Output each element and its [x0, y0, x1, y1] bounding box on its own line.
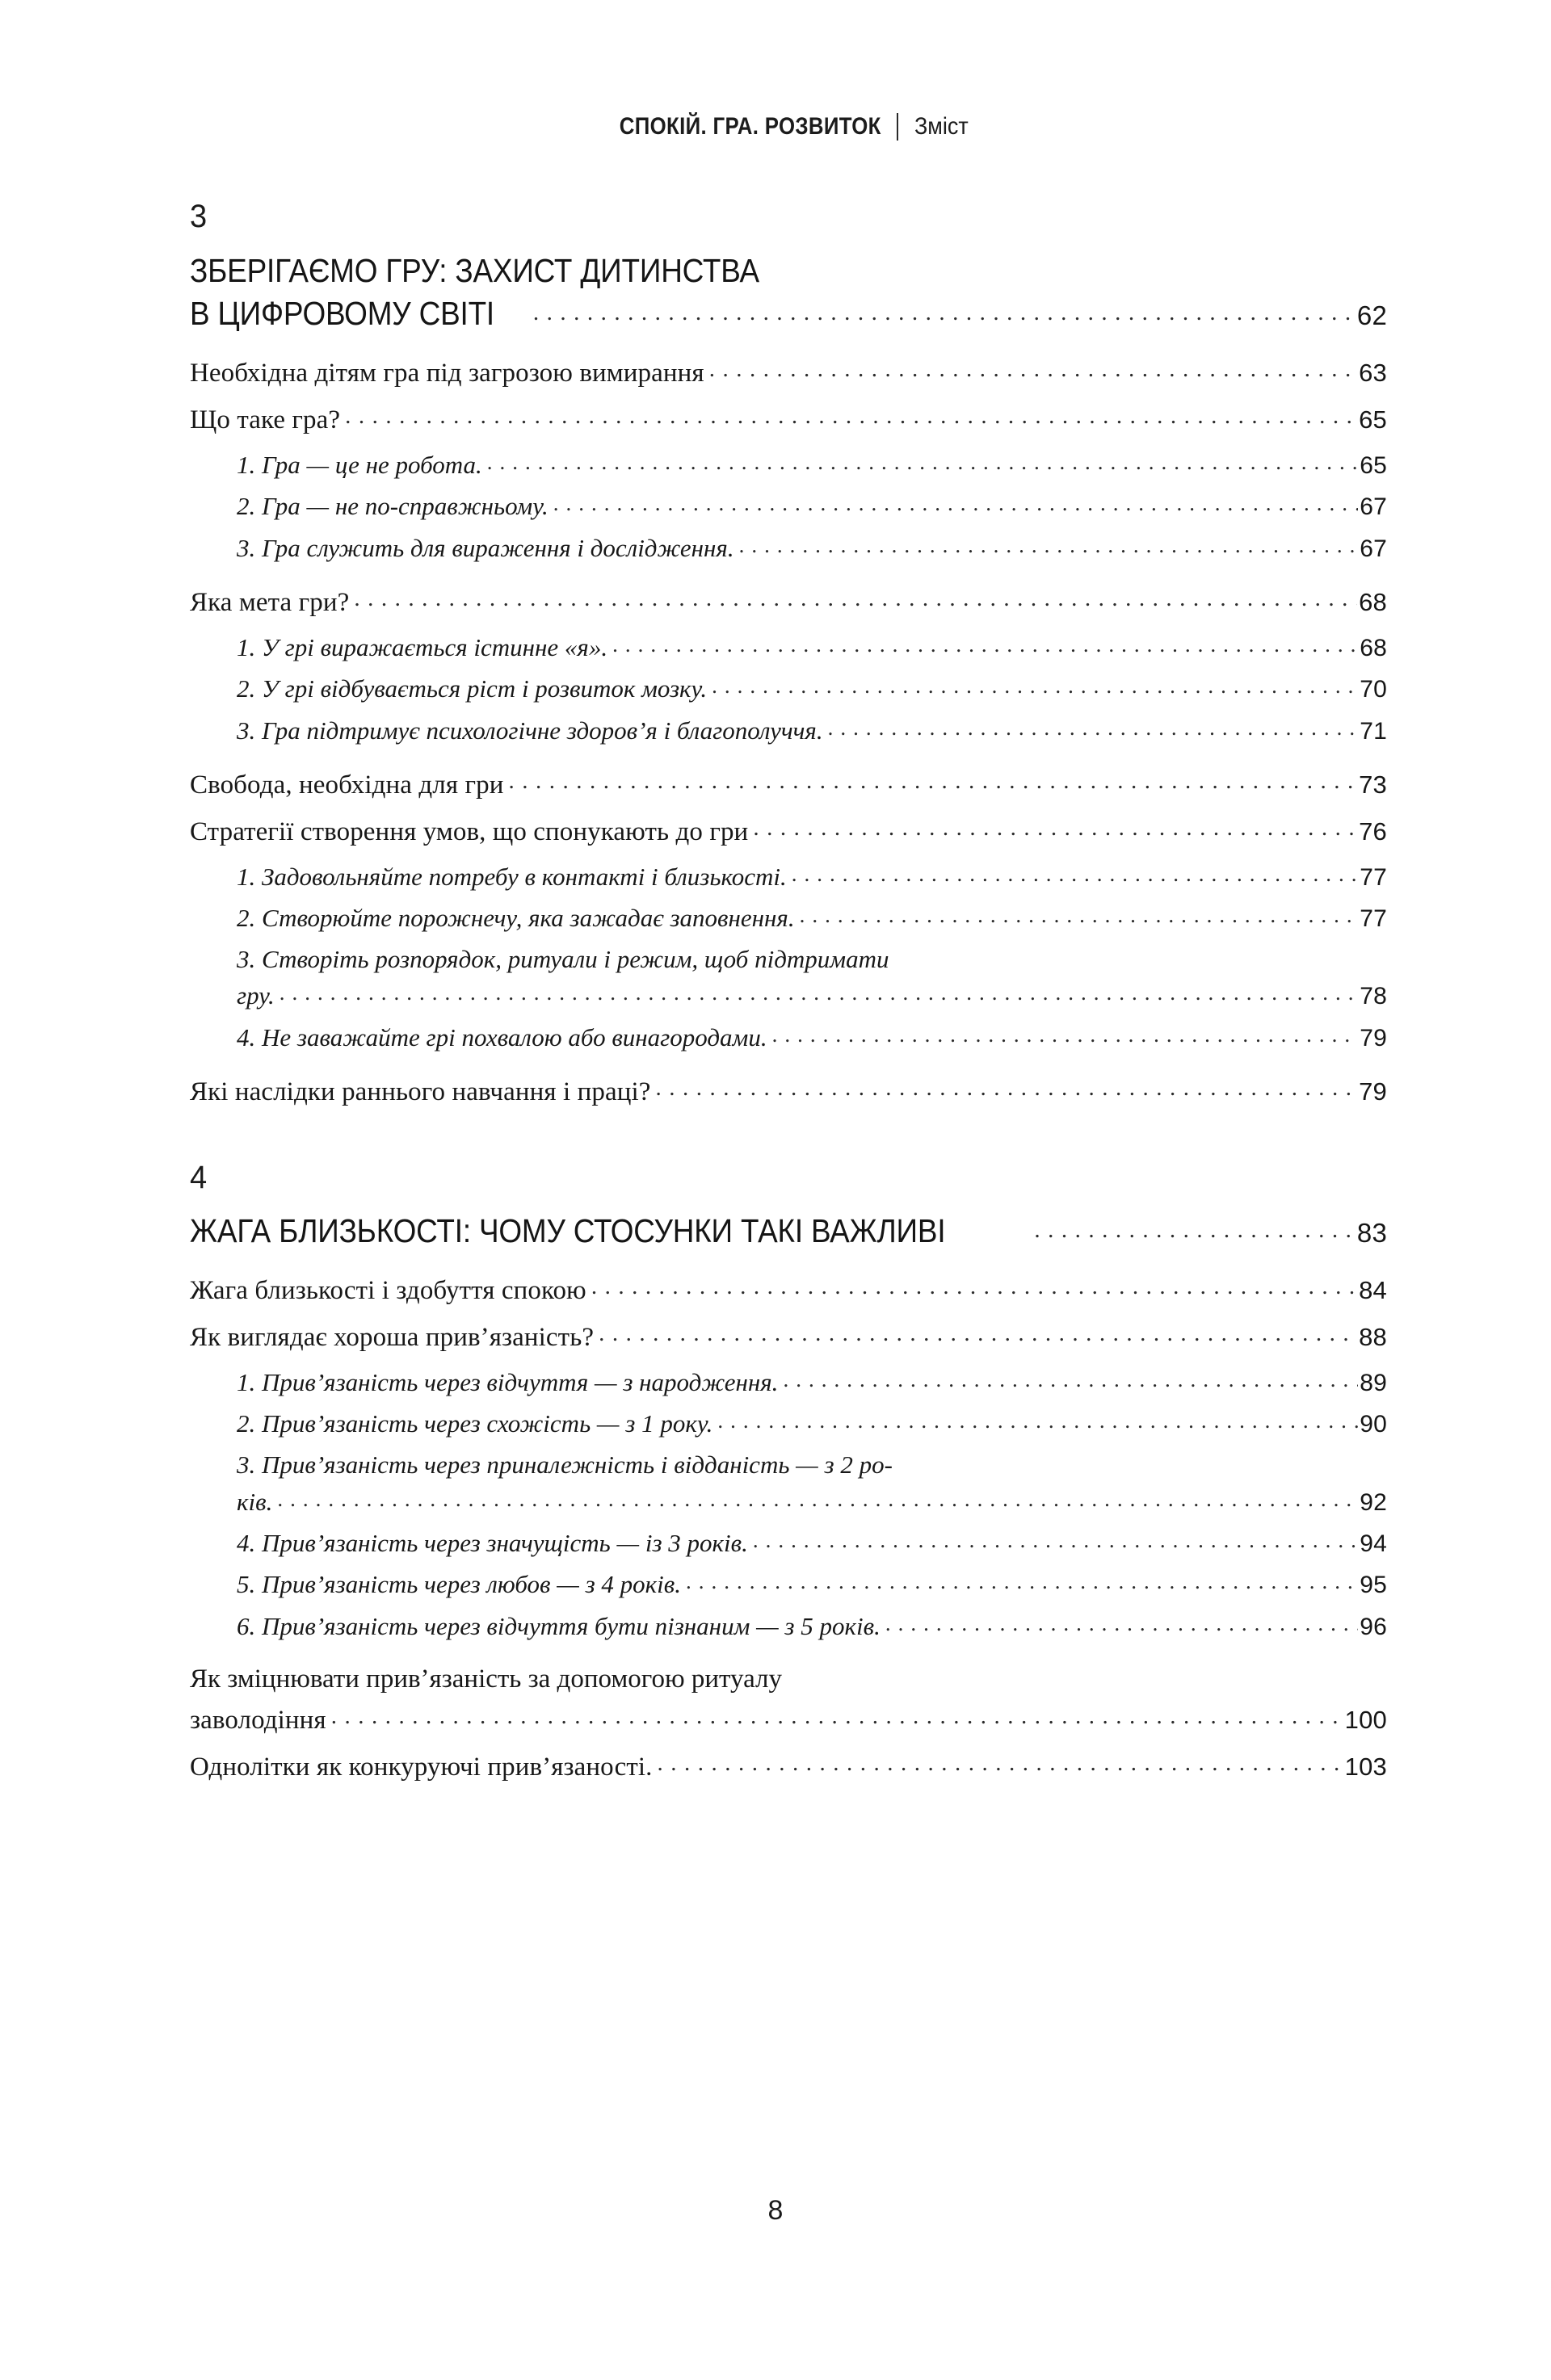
toc-entry-label: заволодіння: [190, 1706, 326, 1735]
toc-page-number: 90: [1360, 1411, 1387, 1438]
toc-entry-label: 2. Прив’язаність через схожість — з 1 року.: [237, 1409, 713, 1438]
toc-page-number: 79: [1360, 1024, 1387, 1051]
toc-dot-leader: [717, 1407, 1358, 1432]
toc-page-number: 78: [1360, 983, 1387, 1010]
spacer: [190, 1062, 1387, 1073]
toc-dot-leader: [1034, 1229, 1356, 1242]
toc-entry-label: 3. Гра служить для вираження і дослідження.: [237, 533, 734, 562]
toc-entry-label: 4. Не заважайте грі похвалою або винагородами.: [237, 1022, 767, 1051]
toc-page-number: 95: [1360, 1572, 1387, 1599]
toc-page-number: 96: [1360, 1613, 1387, 1640]
toc-entry-level-1[interactable]: [190, 401, 1387, 438]
toc-page-number: 70: [1360, 676, 1387, 703]
toc-leader-row: [190, 355, 1387, 391]
toc-page-number: 73: [1359, 770, 1387, 800]
toc-leader-row: [190, 1073, 1387, 1110]
toc-page-number: 84: [1359, 1276, 1387, 1305]
toc-page-number: 83: [1356, 1218, 1387, 1249]
toc-entry-level-1[interactable]: [190, 1319, 1387, 1355]
running-header: [0, 113, 1551, 141]
toc-dot-leader: [828, 714, 1359, 739]
toc-entry-level-1[interactable]: [190, 813, 1387, 850]
toc-dot-leader: [712, 672, 1358, 697]
running-header-separator: [897, 113, 898, 141]
toc-entry-level-2[interactable]: [237, 1407, 1387, 1440]
toc-dot-leader: [612, 631, 1358, 656]
toc-leader-row: [237, 489, 1387, 523]
toc-entry-level-2[interactable]: [237, 901, 1387, 934]
toc-leader-row: [190, 1272, 1387, 1308]
toc-dot-leader: [354, 584, 1357, 611]
toc-page-number: 88: [1359, 1323, 1387, 1352]
toc-entry-level-1[interactable]: [190, 1748, 1387, 1785]
chapter-number: 3: [190, 199, 208, 234]
toc-entry-level-2[interactable]: [237, 672, 1387, 705]
toc-entry-label: 5. Прив’язаність через любов — з 4 років.: [237, 1570, 681, 1599]
toc-dot-leader: [739, 531, 1359, 556]
toc-leader-row: [190, 1748, 1387, 1785]
toc-page-number: 67: [1360, 493, 1387, 521]
toc-entry-label-line-1: Як зміцнювати прив’язаність за допомогою ритуалу: [190, 1664, 782, 1694]
toc-dot-leader: [277, 1485, 1358, 1510]
chapter-title-line-2: В ЦИФРОВОМУ СВІТІ: [190, 295, 495, 333]
toc-page-number: 89: [1360, 1370, 1387, 1397]
toc-page-number: 62: [1356, 300, 1387, 331]
toc-leader-row: [190, 766, 1387, 803]
toc-dot-leader: [772, 1021, 1359, 1046]
toc-entry-label: Які наслідки раннього навчання і праці?: [190, 1077, 651, 1107]
toc-entry-level-2[interactable]: [237, 531, 1387, 565]
running-header-inner: [577, 113, 975, 141]
toc-entry-level-1[interactable]: [190, 355, 1387, 391]
toc-dot-leader: [345, 401, 1357, 428]
toc-entry-label: 1. У грі виражається істинне «я».: [237, 633, 608, 662]
toc-dot-leader: [533, 312, 1356, 325]
toc-page-number: 76: [1359, 817, 1387, 846]
toc-page-number: 68: [1359, 588, 1387, 617]
toc-page-number: 77: [1360, 905, 1387, 933]
toc-entry-label: 1. Прив’язаність через відчуття — з народження.: [237, 1368, 779, 1397]
toc-dot-leader: [783, 1366, 1358, 1391]
toc-entry-label: 2. Створюйте порожнечу, яка зажадає заповнення.: [237, 904, 795, 933]
toc-leader-row: [190, 401, 1387, 438]
toc-entry-label: 6. Прив’язаність через відчуття бути пізнаним — з 5 років.: [237, 1611, 881, 1640]
chapter-title-line-2: ЖАГА БЛИЗЬКОСТІ: ЧОМУ СТОСУНКИ ТАКІ ВАЖЛИВІ: [190, 1212, 946, 1250]
toc-leader-row: [190, 1319, 1387, 1355]
spacer: [190, 1651, 1387, 1662]
toc-entry-level-1[interactable]: [190, 1662, 1387, 1738]
toc-leader-row: [237, 1568, 1387, 1601]
toc-dot-leader: [753, 813, 1357, 840]
toc-leader-row: [237, 979, 1387, 1012]
toc-entry-level-1[interactable]: [190, 1272, 1387, 1308]
spacer: [190, 573, 1387, 584]
toc-entry-label: Свобода, необхідна для гри: [190, 770, 504, 800]
running-header-book-title: СПОКІЙ. ГРА. РОЗВИТОК: [619, 113, 881, 140]
toc-page-number: 79: [1359, 1077, 1387, 1106]
toc-page-number: 103: [1344, 1752, 1387, 1781]
toc-entry-level-2[interactable]: [237, 943, 1387, 1013]
toc-entry-level-2[interactable]: [237, 714, 1387, 747]
toc-entry-label: ків.: [237, 1487, 273, 1516]
toc-dot-leader: [885, 1610, 1358, 1635]
toc-dot-leader: [792, 860, 1358, 885]
toc-leader-row: [190, 813, 1387, 850]
toc-entry-level-2[interactable]: [237, 1610, 1387, 1643]
toc-entry-level-2[interactable]: [237, 1449, 1387, 1518]
toc-entry-label: 4. Прив’язаність через значущість — із 3 років.: [237, 1528, 748, 1557]
toc-leader-row: [190, 1702, 1387, 1738]
toc-dot-leader: [753, 1526, 1358, 1551]
toc-entry-level-1[interactable]: [190, 766, 1387, 803]
toc-page-number: 100: [1344, 1706, 1387, 1734]
toc-entry-label-line-1: 3. Прив’язаність через приналежність і відданість — з 2 ро-: [237, 1450, 893, 1479]
toc-page-number: 71: [1360, 717, 1387, 745]
toc-entry-level-1[interactable]: [190, 584, 1387, 620]
toc-entry-level-2[interactable]: [237, 448, 1387, 481]
toc-dot-leader: [331, 1702, 1343, 1728]
toc-entry-level-2[interactable]: [237, 1526, 1387, 1559]
toc-leader-row: [237, 860, 1387, 893]
toc-dot-leader: [487, 448, 1358, 473]
toc-leader-row: [237, 901, 1387, 934]
toc-leader-row: [237, 1526, 1387, 1559]
toc-leader-row: [190, 584, 1387, 620]
toc-page-number: 94: [1360, 1530, 1387, 1557]
running-header-section: Зміст: [914, 113, 969, 140]
toc-page-number: 68: [1360, 635, 1387, 662]
toc-dot-leader: [599, 1319, 1357, 1345]
toc-dot-leader: [709, 355, 1357, 381]
toc-page-number: 63: [1359, 359, 1387, 388]
toc-entry-label: 2. Гра — не по-справжньому.: [237, 492, 549, 521]
toc-entry-level-2[interactable]: [237, 1021, 1387, 1054]
toc-entry-label: Як виглядає хороша прив’язаність?: [190, 1323, 595, 1353]
toc-leader-row: [237, 1610, 1387, 1643]
toc-entry-level-2[interactable]: [237, 1366, 1387, 1399]
toc-entry-label: Що таке гра?: [190, 405, 341, 435]
toc-page-number: 92: [1360, 1488, 1387, 1516]
toc-dot-leader: [656, 1073, 1358, 1100]
toc-dot-leader: [553, 489, 1358, 514]
toc-leader-row: [237, 714, 1387, 747]
chapter-number: 4: [190, 1160, 208, 1196]
toc-dot-leader: [508, 766, 1357, 793]
spacer: [190, 755, 1387, 766]
toc-leader-row: [237, 631, 1387, 664]
toc-chapter: [190, 1161, 1387, 1785]
toc-entry-level-2[interactable]: [237, 1568, 1387, 1601]
toc-page-number: 67: [1360, 535, 1387, 562]
toc-leader-row: [237, 1366, 1387, 1399]
toc-entry-label: 1. Задовольняйте потребу в контакті і близькості.: [237, 863, 787, 891]
chapter-title-line-1: ЗБЕРІГАЄМО ГРУ: ЗАХИСТ ДИТИНСТВА: [190, 252, 759, 289]
toc-dot-leader: [280, 979, 1358, 1004]
toc-entry-label: Необхідна дітям гра під загрозою вимирання: [190, 359, 704, 388]
toc-page-number: 65: [1360, 451, 1387, 479]
toc-dot-leader: [686, 1568, 1358, 1593]
toc-entry-label: Яка мета гри?: [190, 588, 350, 618]
toc-entry-label: 1. Гра — це не робота.: [237, 450, 482, 479]
toc-entry-label: Однолітки як конкуруючі прив’язаності.: [190, 1752, 653, 1782]
toc-leader-row: [237, 448, 1387, 481]
toc-entry-label: 2. У грі відбувається ріст і розвиток мозку.: [237, 674, 708, 703]
toc-chapter: [190, 200, 1387, 1110]
toc-entry-label-line-1: 3. Створіть розпорядок, ритуали і режим, щоб підтримати: [237, 944, 889, 973]
toc-leader-row: [237, 1485, 1387, 1518]
toc-entry-label: гру.: [237, 981, 275, 1010]
toc-dot-leader: [657, 1748, 1343, 1775]
toc-entry-level-1[interactable]: [190, 1073, 1387, 1110]
toc-entry-label: Стратегії створення умов, що спонукають до гри: [190, 817, 749, 847]
toc-dot-leader: [591, 1272, 1357, 1299]
toc-entry-level-2[interactable]: [237, 631, 1387, 664]
toc-dot-leader: [800, 901, 1359, 926]
toc-entry-label: Жага близькості і здобуття спокою: [190, 1276, 586, 1306]
toc-entry-level-2[interactable]: [237, 860, 1387, 893]
toc-leader-row: [237, 1021, 1387, 1054]
toc-leader-row: [237, 1407, 1387, 1440]
toc-leader-row: [237, 531, 1387, 565]
chapter-title-leader-row: [190, 294, 1387, 334]
toc-content: [190, 200, 1387, 1795]
toc-entry-level-2[interactable]: [237, 489, 1387, 523]
toc-page-number: 65: [1359, 405, 1387, 434]
toc-page-number: 77: [1360, 864, 1387, 891]
toc-entry-label: 3. Гра підтримує психологічне здоров’я і благополуччя.: [237, 716, 823, 745]
chapter-title-leader-row: [190, 1211, 1387, 1251]
toc-leader-row: [237, 672, 1387, 705]
page-number: 8: [767, 2195, 784, 2226]
